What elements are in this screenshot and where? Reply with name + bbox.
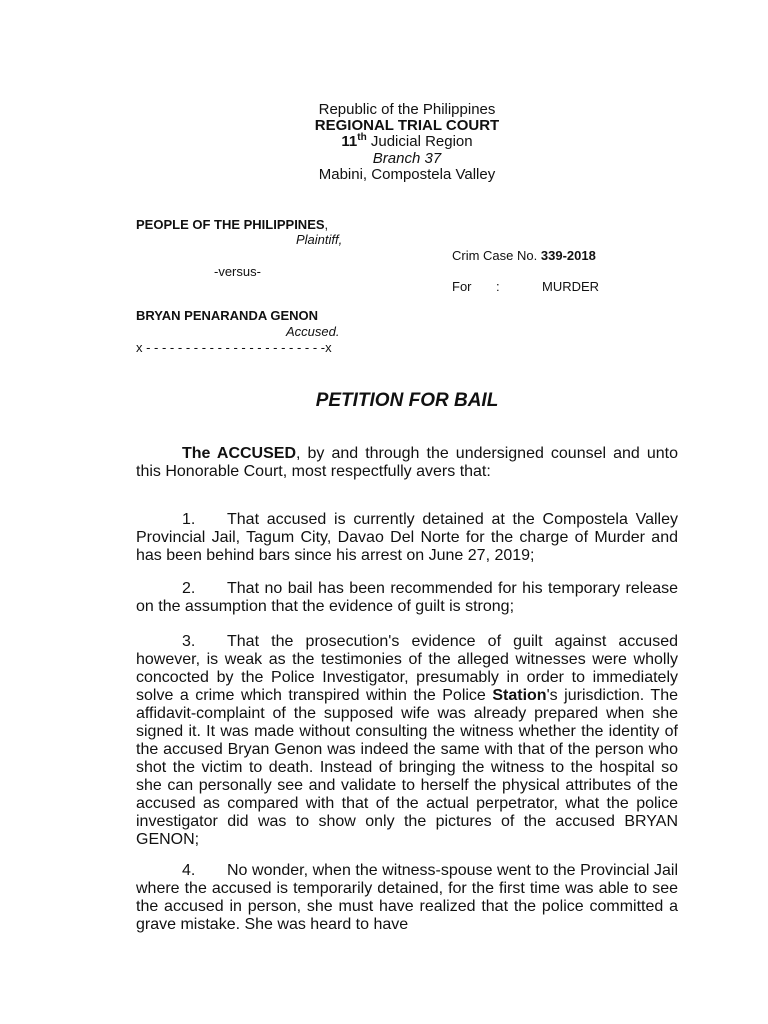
intro-text: , by and through the undersigned counsel and unto this Honorable Court, most respectfully avers that:	[136, 445, 678, 480]
for-label: For	[452, 279, 472, 294]
plaintiff-role: Plaintiff,	[296, 232, 343, 247]
paragraph-4	[136, 862, 678, 934]
paragraph-1-text: That accused is currently detained at the Compostela Valley Provincial Jail, Tagum City, Davao Del Norte for the charge of Murder and has been behind bars since his arrest on June 27, 2019;	[136, 511, 678, 564]
versus-label: -versus-	[214, 264, 261, 279]
accused-name: BRYAN PENARANDA GENON	[136, 308, 319, 323]
paragraph-3-text-a: That the prosecution's evidence of guilt against accused however, is weak as the testimonies of the alleged witnesses were wholly concocted by the Police Investigator, presumably in order to immediately solve a crime which transpired within the Police	[136, 633, 678, 704]
paragraph-1	[136, 511, 678, 565]
paragraph-3-text-b: 's jurisdiction. The affidavit-complaint of the supposed wife was already prepared when she signed it. It was made without consulting the witness whether the identity of the accused Bryan Genon was indeed the same with that of the person who shot the victim to death. Instead of bringing the witness to the hospital so she can personally see and validate to herself the physical attributes of the accused as compared with that of the actual perpetrator, what the police investigator did was to show only the pictures of the accused BRYAN GENON;	[136, 687, 678, 848]
paragraph-4-number: 4.	[182, 862, 196, 879]
paragraph-3-number: 3.	[182, 633, 196, 650]
plaintiff-name	[136, 217, 328, 232]
paragraph-4-text: No wonder, when the witness-spouse went to the Provincial Jail where the accused is temporarily detained, for the first time was able to see the accused in person, she must have realized that the police committed a grave mistake. She was heard to have	[136, 862, 678, 933]
case-number	[452, 248, 596, 263]
paragraph-2-number: 2.	[182, 580, 196, 597]
accused-role: Accused.	[286, 324, 340, 339]
plaintiff-name-text: PEOPLE OF THE PHILIPPINES	[136, 217, 325, 232]
document-title: PETITION FOR BAIL	[315, 390, 499, 411]
header-region-number: 11	[341, 133, 358, 150]
for-separator: :	[496, 279, 500, 294]
intro-lead: The ACCUSED	[182, 445, 297, 462]
case-number-label: Crim Case No.	[452, 248, 538, 263]
header-court: REGIONAL TRIAL COURT	[314, 117, 500, 134]
header-region-suffix: th	[357, 132, 367, 143]
header-branch: Branch 37	[372, 150, 442, 167]
paragraph-3-text-bold: Station	[492, 687, 547, 704]
paragraph-2-text: That no bail has been recommended for his temporary release on the assumption that the evidence of guilt is strong;	[136, 580, 678, 615]
intro-paragraph	[136, 445, 678, 481]
header-republic: Republic of the Philippines	[318, 101, 496, 118]
paragraph-1-number: 1.	[182, 511, 196, 528]
header-judicial-region	[0, 134, 768, 150]
charge-value: MURDER	[542, 279, 600, 294]
paragraph-2	[136, 580, 678, 616]
header-region-label: Judicial Region	[370, 133, 473, 150]
paragraph-3	[136, 633, 678, 849]
case-number-value: 339-2018	[540, 248, 596, 263]
header-location: Mabini, Compostela Valley	[318, 166, 496, 183]
plaintiff-comma: ,	[324, 217, 329, 232]
caption-separator: x - - - - - - - - - - - - - - - - - - - - - - -x	[136, 340, 332, 355]
